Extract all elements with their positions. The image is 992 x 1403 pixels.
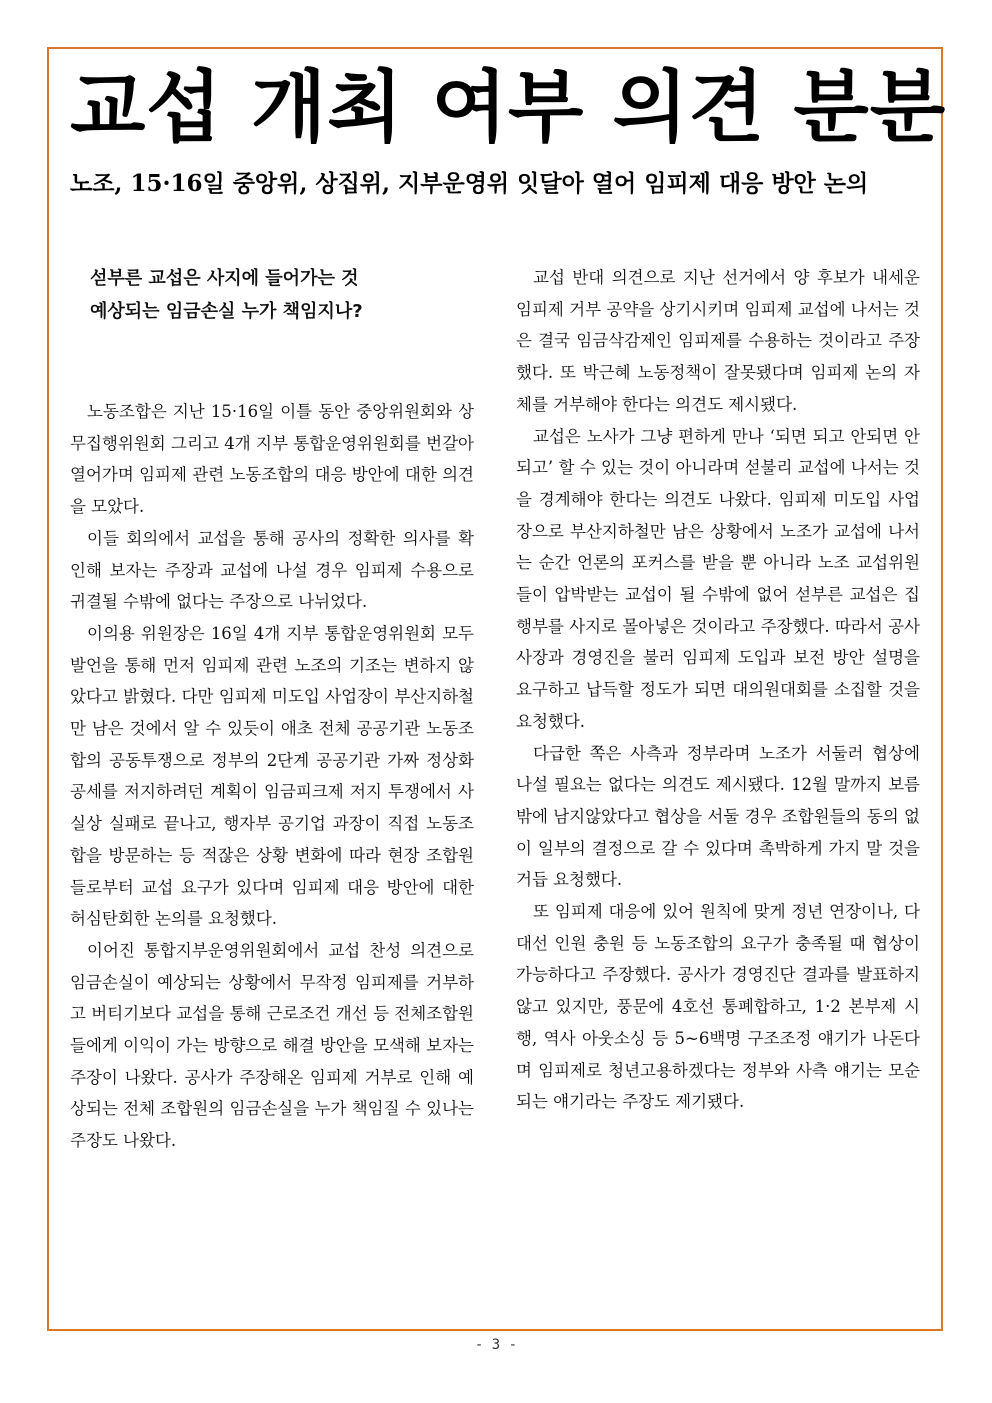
page-number: - 3 - bbox=[474, 1337, 518, 1353]
right-column bbox=[516, 262, 920, 1118]
body-paragraph: 교섭은 노사가 그냥 편하게 만나 ‘되면 되고 안되면 안되고’ 할 수 있는 것이 아니라며 섣불리 교섭에 나서는 것을 경계해야 한다는 의견도 나왔다. 임피제 미도입 사업장으로 부산지하철만 남은 상황에서 노조가 교섭에 나서는 순간 언론의 포커스를 받을 뿐 아니라 노조 교섭위원들이 압박받는 교섭이 될 수밖에 없어 섣부른 교섭은 집행부를 사지로 몰아넣은 것이라고 주장했다. 따라서 공사 사장과 경영진을 불러 임피제 도입과 보전 방안 설명을 요구하고 납득할 정도가 되면 대의원대회를 소집할 것을 요청했다. bbox=[516, 426, 920, 731]
body-paragraph: 이들 회의에서 교섭을 통해 공사의 정확한 의사를 확인해 보자는 주장과 교섭에 나설 경우 임피제 수용으로 귀결될 수밖에 없다는 주장으로 나뉘었다. bbox=[70, 528, 474, 612]
kicker-line-2: 예상되는 임금손실 누가 책임지나? bbox=[90, 301, 363, 322]
kicker bbox=[70, 262, 474, 396]
body-paragraph: 교섭 반대 의견으로 지난 선거에서 양 후보가 내세운 임피제 거부 공약을 상기시키며 임피제 교섭에 나서는 것은 결국 임금삭감제인 임피제를 수용하는 것이라고 주장했다. 또 박근혜 노동정책이 잘못됐다며 임피제 논의 자체를 거부해야 한다는 의견도 제시됐다. bbox=[516, 268, 920, 414]
body-paragraph: 다급한 쪽은 사측과 정부라며 노조가 서둘러 협상에 나설 필요는 없다는 의견도 제시됐다. 12월 말까지 보름밖에 남지않았다고 협상을 서둘 경우 조합원들의 동의 없이 일부의 결정으로 갈 수 있다며 촉박하게 가지 말 것을 거듭 요청했다. bbox=[516, 743, 920, 890]
body-paragraph: 노동조합은 지난 15·16일 이틀 동안 중앙위원회와 상무집행위원회 그리고 4개 지부 통합운영위원회를 번갈아 열어가며 임피제 관련 노동조합의 대응 방안에 대한 의견을 모았다. bbox=[70, 402, 474, 517]
body-paragraph: 또 임피제 대응에 있어 원칙에 맞게 정년 연장이나, 다대선 인원 충원 등 노동조합의 요구가 충족될 때 협상이 가능하다고 주장했다. 공사가 경영진단 결과를 발표하지 않고 있지만, 풍문에 4호선 통폐합하고, 1·2 본부제 시행, 역사 아웃소싱 등 5~6백명 구조조정 얘기가 나돈다며 임피제로 청년고용하겠다는 정부와 사측 얘기는 모순되는 얘기라는 주장도 제기됐다. bbox=[516, 902, 920, 1112]
headline: 교섭 개최 여부 의견 분분 bbox=[70, 63, 947, 153]
left-column bbox=[70, 262, 474, 1157]
subheadline: 노조, 15·16일 중앙위, 상집위, 지부운영위 잇달아 열어 임피제 대응 방안 논의 bbox=[70, 170, 869, 197]
body-paragraph: 이의용 위원장은 16일 4개 지부 통합운영위원회 모두 발언을 통해 먼저 임피제 관련 노조의 기조는 변하지 않았다고 밝혔다. 다만 임피제 미도입 사업장이 부산지하철만 남은 것에서 알 수 있듯이 애초 전체 공공기관 노동조합의 공동투쟁으로 정부의 2단계 공공기관 가짜 정상화 공세를 저지하려던 계획이 임금피크제 저지 투쟁에서 사실상 실패로 끝나고, 행자부 공기업 과장이 직접 노동조합을 방문하는 등 적잖은 상황 변화에 따라 현장 조합원들로부터 교섭 요구가 있다며 임피제 대응 방안에 대한 허심탄회한 논의를 요청했다. bbox=[70, 623, 474, 929]
kicker-line-1: 섣부른 교섭은 사지에 들어가는 것 bbox=[90, 268, 359, 289]
body-paragraph: 이어진 통합지부운영위원회에서 교섭 찬성 의견으로 임금손실이 예상되는 상황에서 무작정 임피제를 거부하고 버티기보다 교섭을 통해 근로조건 개선 등 전체조합원들에게 이익이 가는 방향으로 해결 방안을 모색해 보자는 주장이 나왔다. 공사가 주장해온 임피제 거부로 인해 예상되는 전체 조합원의 임금손실을 누가 책임질 수 있나는 주장도 나왔다. bbox=[70, 940, 474, 1151]
